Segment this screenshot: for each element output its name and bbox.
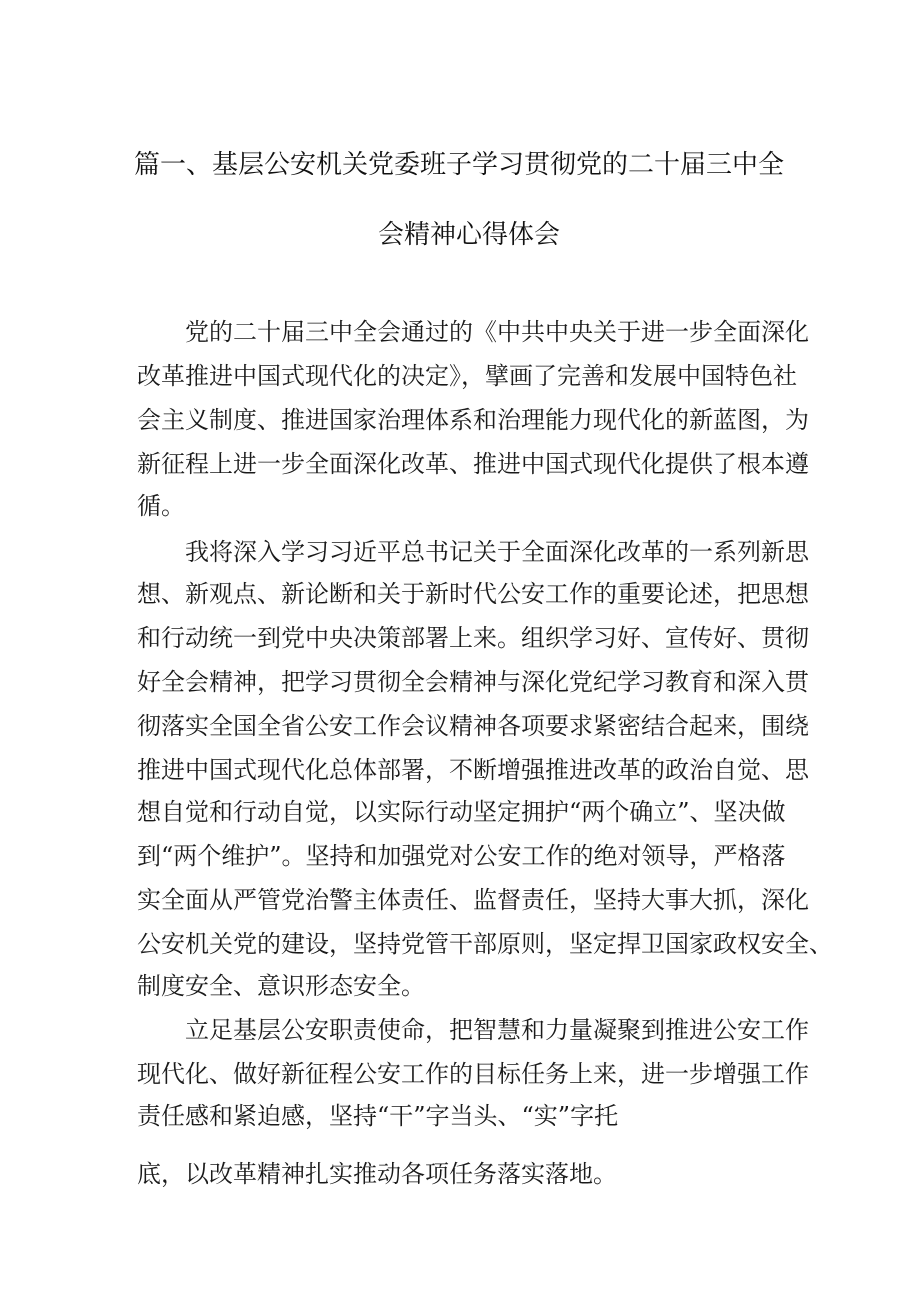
paragraph-line: 党的二十届三中全会通过的《中共中央关于进一步全面深化 (185, 318, 809, 346)
paragraph-line: 和行动统一到党中央决策部署上来。组织学习好、宣传好、贯彻 (137, 624, 809, 652)
paragraph-line: 推进中国式现代化总体部署，不断增强推进改革的政治自觉、思 (137, 756, 809, 784)
paragraph-line: 责任感和紧迫感，坚持“干”字当头、“实”字托 (137, 1102, 619, 1130)
paragraph-line: 彻落实全国全省公安工作会议精神各项要求紧密结合起来，围绕 (137, 712, 809, 740)
paragraph-line: 循。 (137, 492, 185, 520)
document-title-line-1: 篇一、基层公安机关党委班子学习贯彻党的二十届三中全 (134, 150, 785, 180)
paragraph-line: 制度安全、意识形态安全。 (137, 972, 425, 1000)
paragraph-line: 公安机关党的建设，坚持党管干部原则，坚定捍卫国家政权安全、 (137, 930, 833, 958)
document-title-line-2: 会精神心得体会 (378, 220, 561, 250)
paragraph-line: 底，以改革精神扎实推动各项任务落实落地。 (137, 1160, 617, 1188)
paragraph-line: 立足基层公安职责使命，把智慧和力量凝聚到推进公安工作 (185, 1016, 809, 1044)
paragraph-line: 想、新观点、新论断和关于新时代公安工作的重要论述，把思想 (137, 580, 809, 608)
paragraph-line: 会主义制度、推进国家治理体系和治理能力现代化的新蓝图，为 (137, 406, 809, 434)
paragraph-line: 到“两个维护”。坚持和加强党对公安工作的绝对领导，严格落 (137, 842, 786, 870)
paragraph-line: 新征程上进一步全面深化改革、推进中国式现代化提供了根本遵 (137, 450, 809, 478)
paragraph-line: 想自觉和行动自觉，以实际行动坚定拥护“两个确立”、坚决做 (137, 798, 786, 826)
paragraph-line: 好全会精神，把学习贯彻全会精神与深化党纪学习教育和深入贯 (137, 668, 809, 696)
paragraph-line: 我将深入学习习近平总书记关于全面深化改革的一系列新思 (185, 538, 809, 566)
paragraph-line: 改革推进中国式现代化的决定》，擘画了完善和发展中国特色社 (137, 362, 797, 390)
paragraph-line: 实全面从严管党治警主体责任、监督责任，坚持大事大抓，深化 (137, 886, 809, 914)
paragraph-line: 现代化、做好新征程公安工作的目标任务上来，进一步增强工作 (137, 1060, 809, 1088)
